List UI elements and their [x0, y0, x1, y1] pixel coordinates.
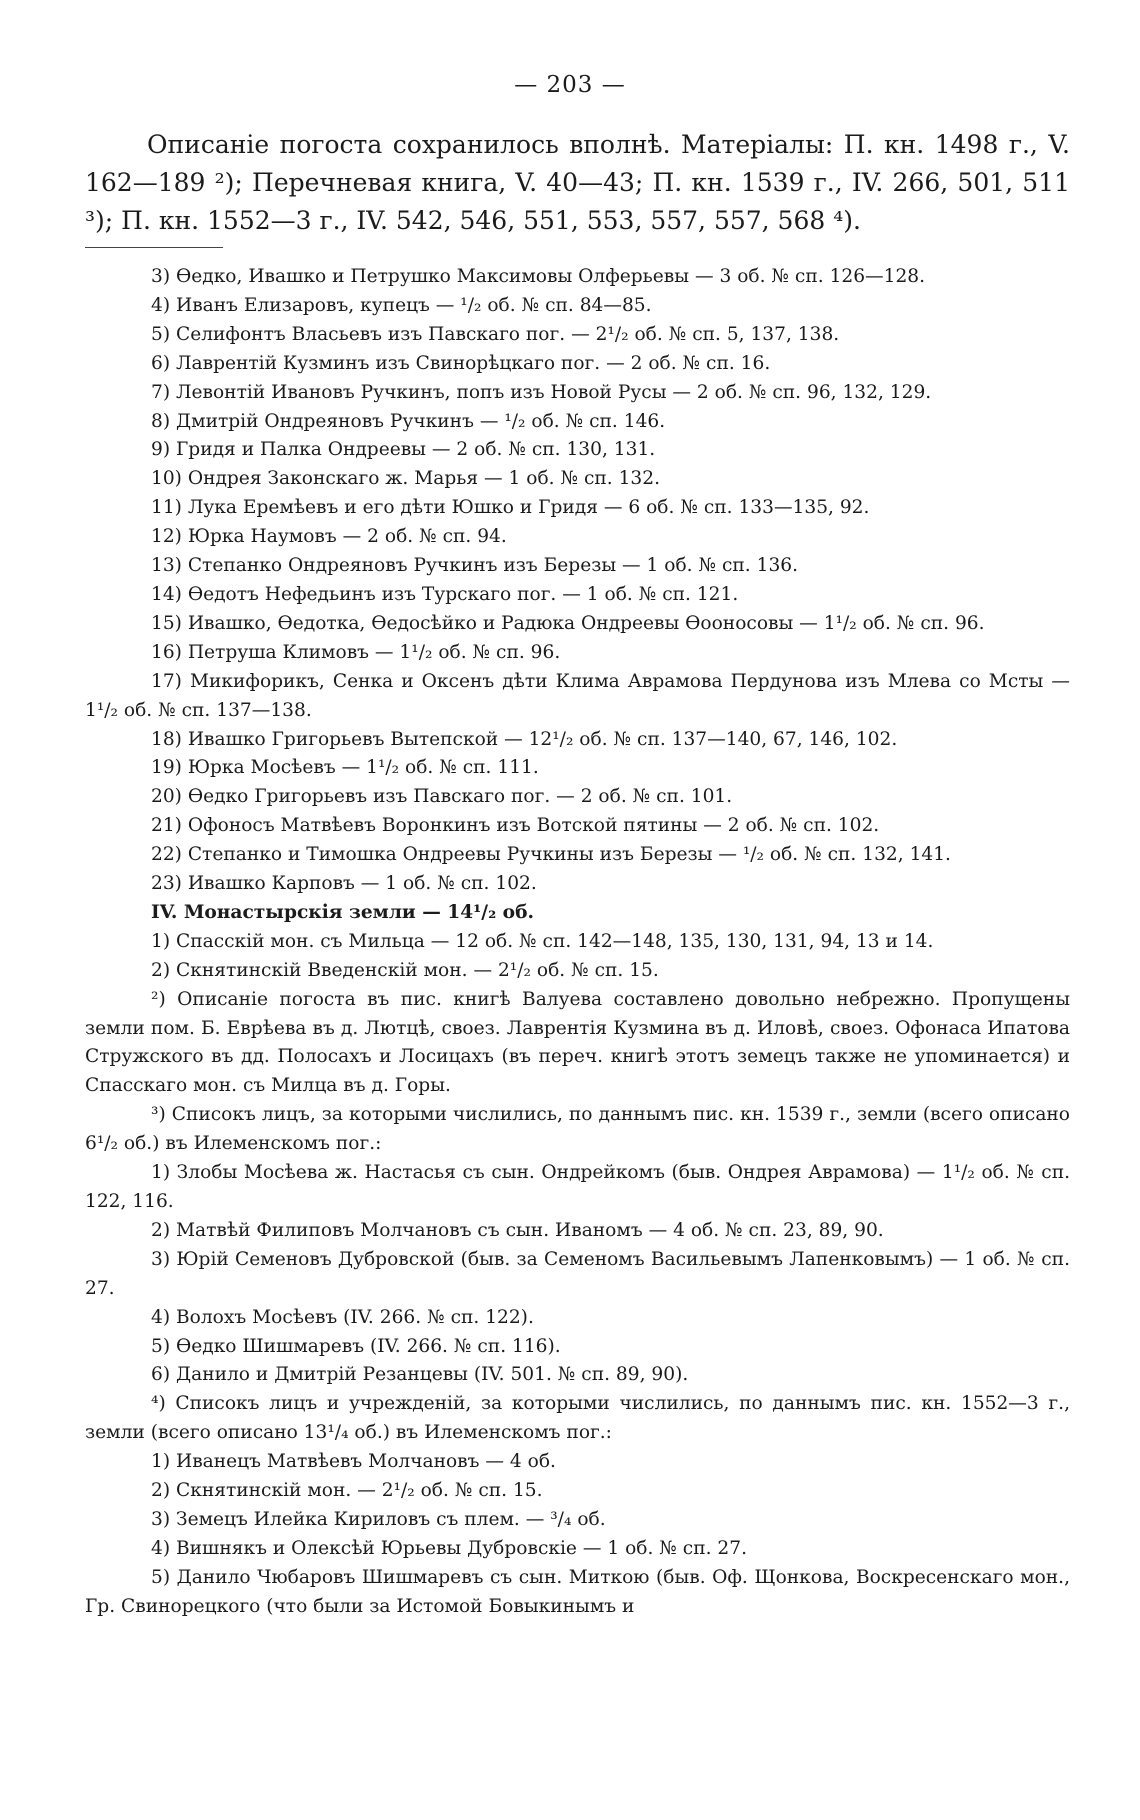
- list-item: 3) Земецъ Илейка Кириловъ съ плем. — ³/₄ об.: [151, 1508, 606, 1530]
- list-item: 10) Ондрея Законскаго ж. Марья — 1 об. № сп. 132.: [151, 468, 661, 490]
- list-item: 4) Волохъ Мосѣевъ (IV. 266. № сп. 122).: [151, 1306, 534, 1328]
- footnote-divider: [85, 247, 223, 248]
- list-item: 5) Данило Чюбаровъ Шишмаревъ съ сын. Миткою (быв. Оф. Щонкова, Воскресенскаго мон., Гр. Свинорецкого (что были за Истомой Бовыкинымъ и: [85, 1566, 1070, 1617]
- list-item: 1) Злобы Мосѣева ж. Настасья съ сын. Ондрейкомъ (быв. Ондрея Аврамова) — 1¹/₂ об. № сп. 122, 116.: [85, 1162, 1070, 1212]
- list-item: 11) Лука Еремѣевъ и его дѣти Юшко и Гридя — 6 об. № сп. 133—135, 92.: [151, 497, 870, 519]
- list-item: 21) Офоносъ Матвѣевъ Воронкинъ изъ Вотской пятины — 2 об. № сп. 102.: [151, 815, 880, 837]
- list-item: 20) Өедко Григорьевъ изъ Павскаго пог. — 2 об. № сп. 101.: [151, 786, 733, 808]
- list-item: 4) Вишнякъ и Олексѣй Юрьевы Дубровскіе — 1 об. № сп. 27.: [151, 1537, 747, 1559]
- list-item: 3) Юрій Семеновъ Дубровской (быв. за Семеномъ Васильевымъ Лапенковымъ) — 1 об. № сп. 27.: [85, 1248, 1070, 1299]
- list-item: 4) Иванъ Елизаровъ, купецъ — ¹/₂ об. № сп. 84—85.: [151, 294, 652, 316]
- list-item: 6) Данило и Дмитрій Резанцевы (IV. 501. № сп. 89, 90).: [151, 1364, 689, 1386]
- list-item: 16) Петруша Климовъ — 1¹/₂ об. № сп. 96.: [151, 641, 561, 663]
- list-item: 3) Өедко, Ивашко и Петрушко Максимовы Олферьевы — 3 об. № сп. 126—128.: [151, 266, 926, 287]
- list-item: 5) Селифонтъ Власьевъ изъ Павскаго пог. — 2¹/₂ об. № сп. 5, 137, 138.: [151, 323, 840, 345]
- intro-text: Описаніе погоста сохранилось вполнѣ. Матеріалы: П. кн. 1498 г., V. 162—189 ²); Перечневая книга, V. 40—43; П. кн. 1539 г., IV. 266, 501, 511 ³); П. кн. 1552—3 г., IV. 542, 546, 551, 553, 557, 557, 568 ⁴).: [85, 130, 1070, 235]
- list-item: 2) Скнятинскій Введенскій мон. — 2¹/₂ об. № сп. 15.: [151, 959, 659, 981]
- list-item: 6) Лаврентій Кузминъ изъ Свинорѣцкаго пог. — 2 об. № сп. 16.: [151, 352, 771, 374]
- list-item: 2) Скнятинскій мон. — 2¹/₂ об. № сп. 15.: [151, 1480, 543, 1502]
- list-item: 15) Ивашко, Өедотка, Өедосѣйко и Радюка Ондреевы Өооносовы — 1¹/₂ об. № сп. 96.: [151, 612, 985, 634]
- list-item: 13) Степанко Ондреяновъ Ручкинъ изъ Березы — 1 об. № сп. 136.: [151, 555, 799, 577]
- list-item: 1) Спасскій мон. съ Мильца — 12 об. № сп. 142—148, 135, 130, 131, 94, 13 и 14.: [151, 930, 934, 952]
- list-item: 12) Юрка Наумовъ — 2 об. № сп. 94.: [151, 526, 507, 548]
- footnotes: [85, 263, 1070, 1622]
- list-item: 17) Микифорикъ, Сенка и Оксенъ дѣти Клима Аврамова Пердунова изъ Млева со Мсты — 1¹/₂ об. № сп. 137—138.: [85, 670, 1070, 721]
- page-number: — 203 —: [514, 72, 626, 98]
- list-item: 22) Степанко и Тимошка Ондреевы Ручкины изъ Березы — ¹/₂ об. № сп. 132, 141.: [151, 844, 951, 866]
- list-item: 7) Левонтій Ивановъ Ручкинъ, попъ изъ Новой Русы — 2 об. № сп. 96, 132, 129.: [151, 381, 932, 403]
- list-item: 18) Ивашко Григорьевъ Вытепской — 12¹/₂ об. № сп. 137—140, 67, 146, 102.: [151, 728, 898, 750]
- list-item: 19) Юрка Мосѣевъ — 1¹/₂ об. № сп. 111.: [151, 757, 539, 779]
- list-item: 1) Иванецъ Матвѣевъ Молчановъ — 4 об.: [151, 1451, 556, 1473]
- section-heading: IV. Монастырскія земли — 14¹/₂ об.: [151, 901, 534, 923]
- list-item: 2) Матвѣй Филиповъ Молчановъ съ сын. Иваномъ — 4 об. № сп. 23, 89, 90.: [151, 1219, 884, 1241]
- intro-paragraph: [85, 126, 1070, 240]
- footnote-4: ⁴) Списокъ лицъ и учрежденій, за которыми числились, по даннымъ пис. кн. 1552—3 г., земли (всего описано 13¹/₄ об.) въ Илеменскомъ пог.:: [85, 1393, 1070, 1444]
- list-item: 23) Ивашко Карповъ — 1 об. № сп. 102.: [151, 873, 537, 895]
- list-item: 5) Өедко Шишмаревъ (IV. 266. № сп. 116).: [151, 1335, 561, 1357]
- footnote-3: ³) Списокъ лицъ, за которыми числились, по даннымъ пис. кн. 1539 г., земли (всего описано 6¹/₂ об.) въ Илеменскомъ пог.:: [85, 1104, 1070, 1155]
- list-item: 9) Гридя и Палка Ондреевы — 2 об. № сп. 130, 131.: [151, 439, 656, 461]
- footnote-2: ²) Описаніе погоста въ пис. книгѣ Валуева составлено довольно небрежно. Пропущены земли пом. Б. Еврѣева въ д. Лютцѣ, своез. Лаврентія Кузмина въ д. Иловѣ, своез. Офонаса Ипатова Стружского въ дд. Полосахъ и Лосицахъ (въ переч. книгѣ этотъ земецъ также не упоминается) и Спасскаго мон. съ Милца въ д. Горы.: [85, 988, 1070, 1097]
- list-item: 8) Дмитрій Ондреяновъ Ручкинъ — ¹/₂ об. № сп. 146.: [151, 410, 666, 432]
- list-item: 14) Өедотъ Нефедьинъ изъ Турскаго пог. — 1 об. № сп. 121.: [151, 583, 739, 605]
